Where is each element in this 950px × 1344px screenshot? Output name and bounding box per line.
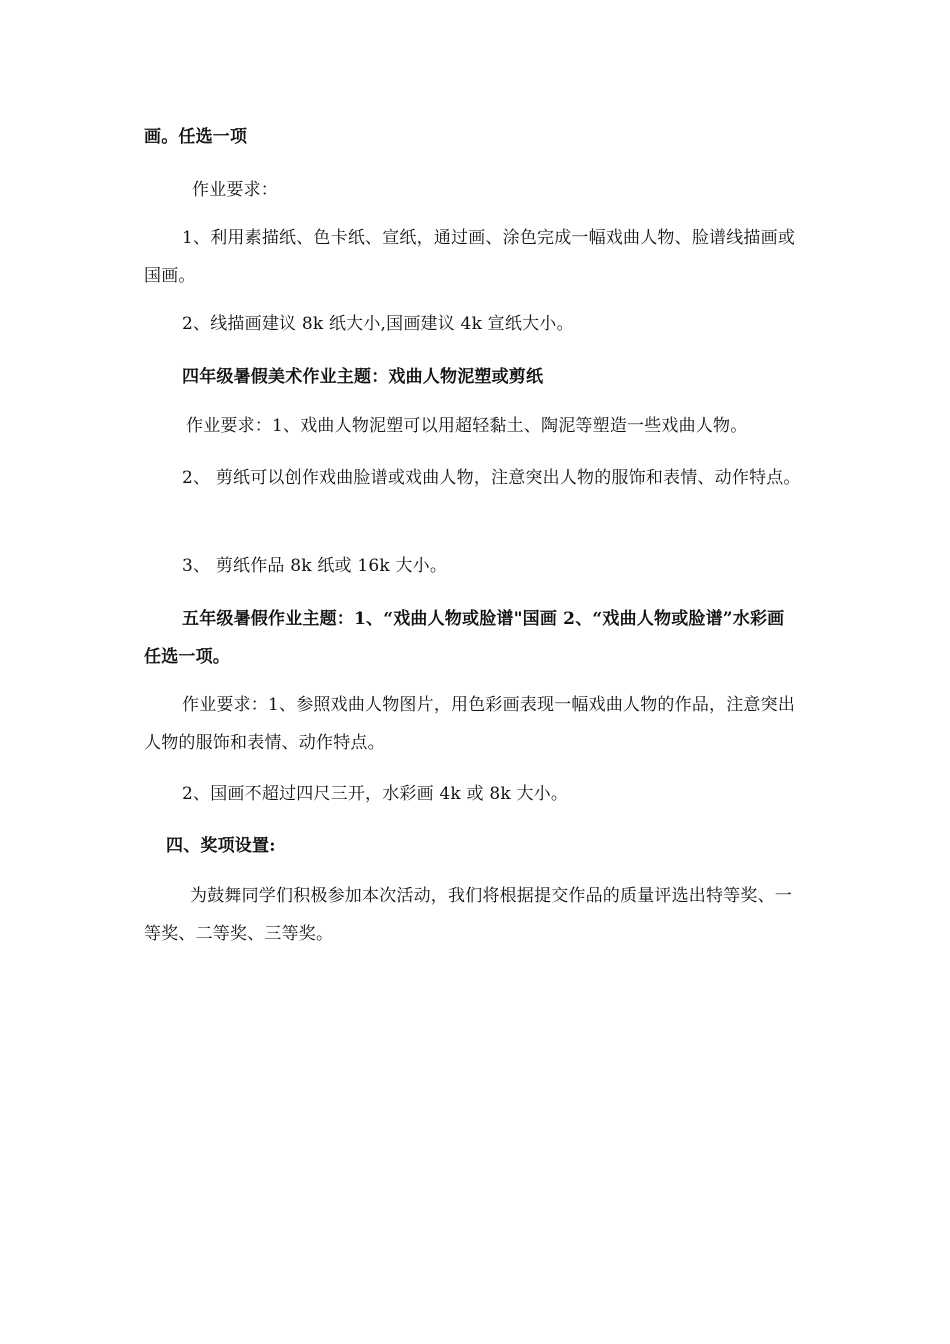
paragraph-item-2: 2、线描画建议 8k 纸大小,国画建议 4k 宣纸大小。 — [182, 314, 574, 334]
grade-five-item-2: 2、国画不超过四尺三开，水彩画 4k 或 8k 大小。 — [182, 784, 569, 804]
awards-description: 为鼓舞同学们积极参加本次活动，我们将根据提交作品的质量评选出特等奖、一等奖、二等奖、三等奖。 — [144, 886, 792, 944]
paragraph-requirements-label: 作业要求： — [192, 180, 278, 200]
grade-four-item-2: 2、 剪纸可以创作戏曲脸谱或戏曲人物，注意突出人物的服饰和表情、动作特点。 — [182, 468, 801, 488]
grade-five-requirements: 作业要求：1、参照戏曲人物图片，用色彩画表现一幅戏曲人物的作品，注意突出人物的服饰和表情、动作特点。 — [144, 695, 796, 753]
grade-four-requirements: 作业要求：1、戏曲人物泥塑可以用超轻黏土、陶泥等塑造一些戏曲人物。 — [186, 416, 748, 436]
grade-four-item-3: 3、 剪纸作品 8k 纸或 16k 大小。 — [182, 556, 448, 576]
grade-four-heading: 四年级暑假美术作业主题：戏曲人物泥塑或剪纸 — [182, 367, 544, 387]
awards-heading: 四、奖项设置: — [166, 836, 276, 856]
grade-five-heading: 五年级暑假作业主题：1、“戏曲人物或脸谱"国画 2、“戏曲人物或脸谱”水彩画 任选一项。 — [144, 609, 785, 667]
paragraph-continued-heading: 画。任选一项 — [144, 127, 248, 147]
paragraph-item-1: 1、利用素描纸、色卡纸、宣纸，通过画、涂色完成一幅戏曲人物、脸谱线描画或国画。 — [144, 228, 796, 286]
